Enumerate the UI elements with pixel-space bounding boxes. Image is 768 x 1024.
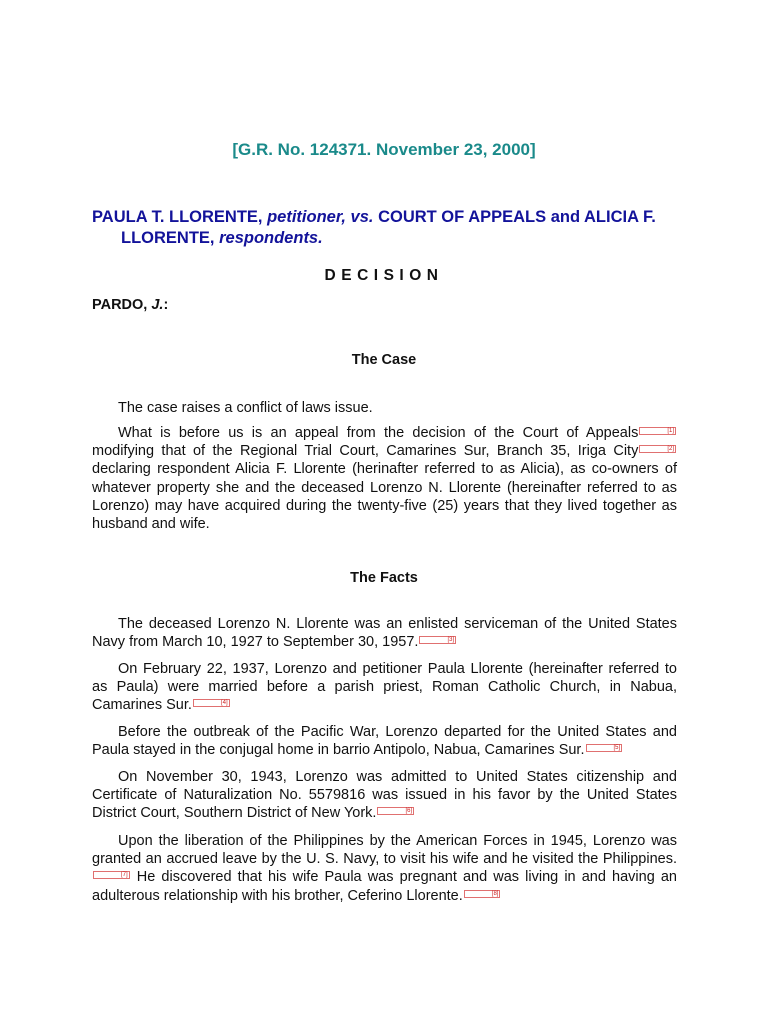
- respondent-names: COURT OF APPEALS and ALICIA F. LLORENTE,: [121, 208, 656, 247]
- paragraph: [92, 424, 677, 533]
- petitioner-name: PAULA T. LLORENTE,: [92, 208, 263, 226]
- paragraph: [92, 660, 677, 715]
- paragraph-text: What is before us is an appeal from the decision of the Court of Appeals: [118, 425, 639, 441]
- ponente-suffix: :: [163, 297, 169, 313]
- paragraph: [92, 723, 677, 759]
- case-number: [G.R. No. 124371. November 23, 2000]: [232, 140, 536, 159]
- paragraph-text: The case raises a conflict of laws issue.: [118, 400, 373, 416]
- decision-title: DECISION: [324, 267, 444, 284]
- paragraph-text: The deceased Lorenzo N. Llorente was an enlisted serviceman of the United States Navy from March 10, 1927 to September 30, 1957.: [92, 616, 677, 651]
- respondent-role: respondents.: [219, 229, 323, 247]
- paragraph: [92, 399, 677, 417]
- footnote-link[interactable]: [7]: [93, 871, 130, 879]
- paragraph: [92, 615, 677, 651]
- case-parties: [92, 207, 721, 249]
- paragraph: [92, 768, 677, 823]
- ponente: [92, 297, 168, 313]
- petitioner-role: petitioner, vs.: [267, 208, 374, 226]
- ponente-title: J.: [151, 297, 164, 313]
- section-heading-facts: The Facts: [350, 570, 418, 586]
- footnote-link[interactable]: [5]: [586, 744, 623, 752]
- footnote-link[interactable]: [6]: [377, 807, 414, 815]
- footnote-link[interactable]: [3]: [419, 636, 456, 644]
- paragraph-text: Upon the liberation of the Philippines by the American Forces in 1945, Lorenzo was granted an accrued leave by the U. S. Navy, to visit his wife and he visited the Philippines.: [92, 833, 677, 868]
- paragraph-text: On February 22, 1937, Lorenzo and petitioner Paula Llorente (hereinafter referred to as Paula) were married before a parish priest, Roman Catholic Church, in Nabua, Camarines Sur.: [92, 661, 677, 714]
- footnote-link[interactable]: [2]: [639, 445, 676, 453]
- section-heading-case: The Case: [351, 352, 417, 368]
- paragraph-text: modifying that of the Regional Trial Court, Camarines Sur, Branch 35, Iriga City: [92, 443, 639, 460]
- paragraph-text: On November 30, 1943, Lorenzo was admitted to United States citizenship and Certificate of Naturalization No. 5579816 was issued in his favor by the United States District Court, Southern District of New York.: [92, 769, 677, 822]
- footnote-link[interactable]: [1]: [639, 427, 676, 435]
- ponente-name: PARDO,: [92, 297, 148, 313]
- footnote-link[interactable]: [8]: [464, 890, 501, 898]
- paragraph: [92, 832, 677, 905]
- paragraph-text: He discovered that his wife Paula was pregnant and was living in and having an adulterous relationship with his brother, Ceferino Llorente.: [92, 869, 677, 904]
- paragraph-text: declaring respondent Alicia F. Llorente (herinafter referred to as Alicia), as co-owners of whatever property she and the deceased Lorenzo N. Llorente (hereinafter referred to as Lorenzo) may have acquired during the twenty-five (25) years that they lived together as husband and wife.: [92, 461, 677, 533]
- paragraph-text: Before the outbreak of the Pacific War, Lorenzo departed for the United States and Paula stayed in the conjugal home in barrio Antipolo, Nabua, Camarines Sur.: [92, 724, 677, 759]
- footnote-link[interactable]: [4]: [193, 699, 230, 707]
